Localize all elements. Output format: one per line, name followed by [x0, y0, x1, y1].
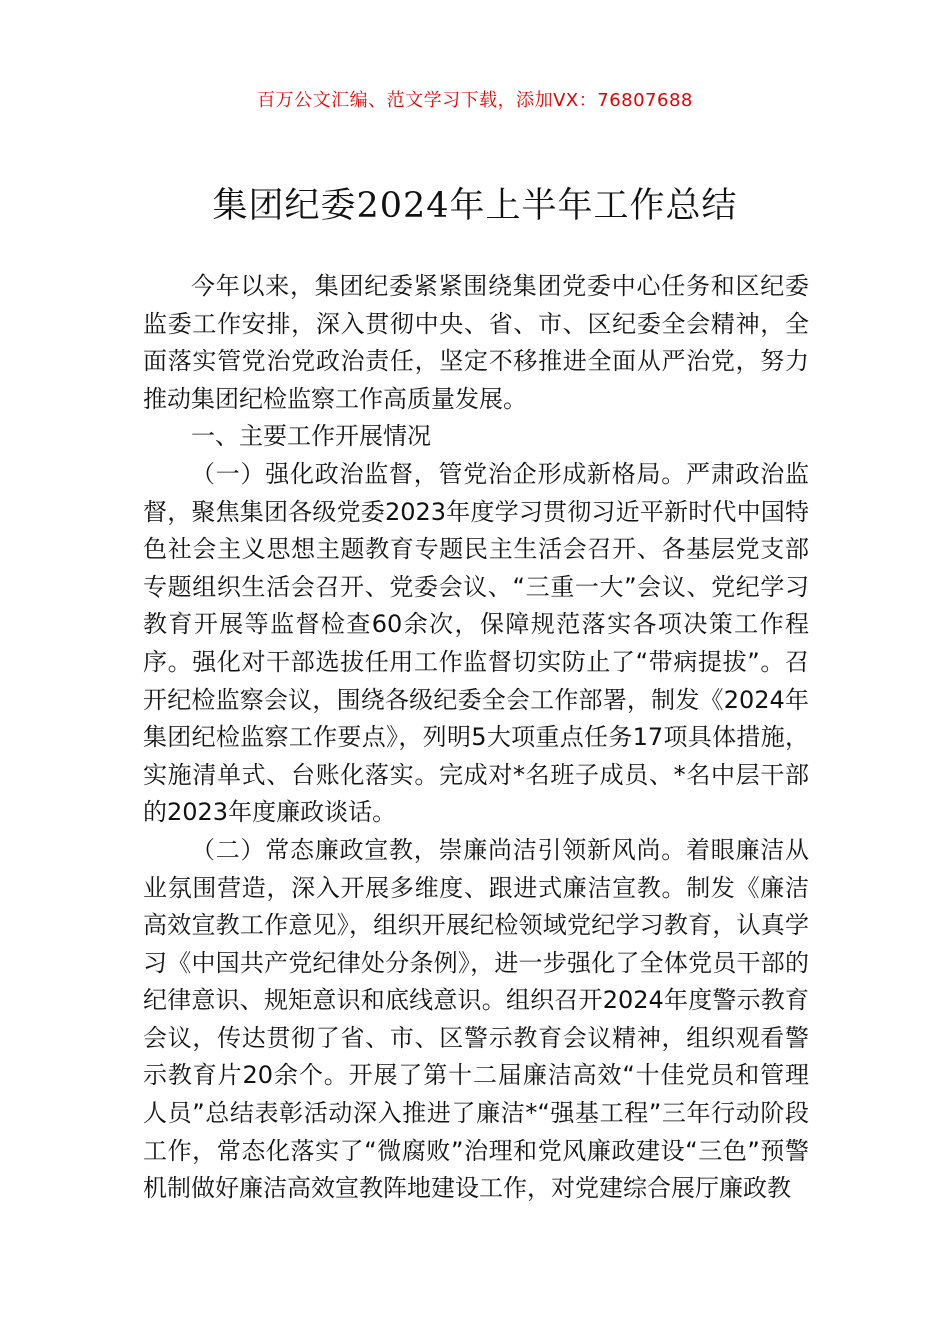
intro-paragraph: 今年以来，集团纪委紧紧围绕集团党委中心任务和区纪委监委工作安排，深入贯彻中央、省、市、区纪委全会精神，全面落实管党治党政治责任，坚定不移推进全面从严治党，努力推动集团纪检监察工作高质量发展。: [143, 272, 809, 413]
header-note: 百万公文汇编、范文学习下载，添加VX：76807688: [257, 90, 693, 111]
document-body: [143, 268, 809, 1208]
section-heading: 一、主要工作开展情况: [191, 422, 431, 451]
body-paragraph-1: （一）强化政治监督，管党治企形成新格局。严肃政治监督，聚焦集团各级党委2023年度学习贯彻习近平新时代中国特色社会主义思想主题教育专题民主生活会召开、各基层党支部专题组织生活会召开、党委会议、“三重一大”会议、党纪学习教育开展等监督检查60余次，保障规范落实各项决策工作程序。强化对干部选拔任用工作监督切实防止了“带病提拔”。召开纪检监察会议，围绕各级纪委全会工作部署，制发《2024年集团纪检监察工作要点》，列明5大项重点任务17项具体措施，实施清单式、台账化落实。完成对*名班子成员、*名中层干部的2023年度廉政谈话。: [143, 459, 809, 827]
document-title: 集团纪委2024年上半年工作总结: [212, 186, 738, 226]
body-paragraph-2: （二）常态廉政宣教，崇廉尚洁引领新风尚。着眼廉洁从业氛围营造，深入开展多维度、跟进式廉洁宣教。制发《廉洁高效宣教工作意见》，组织开展纪检领域党纪学习教育，认真学习《中国共产党纪律处分条例》，进一步强化了全体党员干部的纪律意识、规矩意识和底线意识。组织召开2024年度警示教育会议，传达贯彻了省、市、区警示教育会议精神，组织观看警示教育片20余个。开展了第十二届廉洁高效“十佳党员和管理人员”总结表彰活动深入推进了廉洁*“强基工程”三年行动阶段工作，常态化落实了“微腐败”治理和党风廉政建设“三色”预警机制做好廉洁高效宣教阵地建设工作，对党建综合展厅廉政教: [143, 835, 809, 1203]
